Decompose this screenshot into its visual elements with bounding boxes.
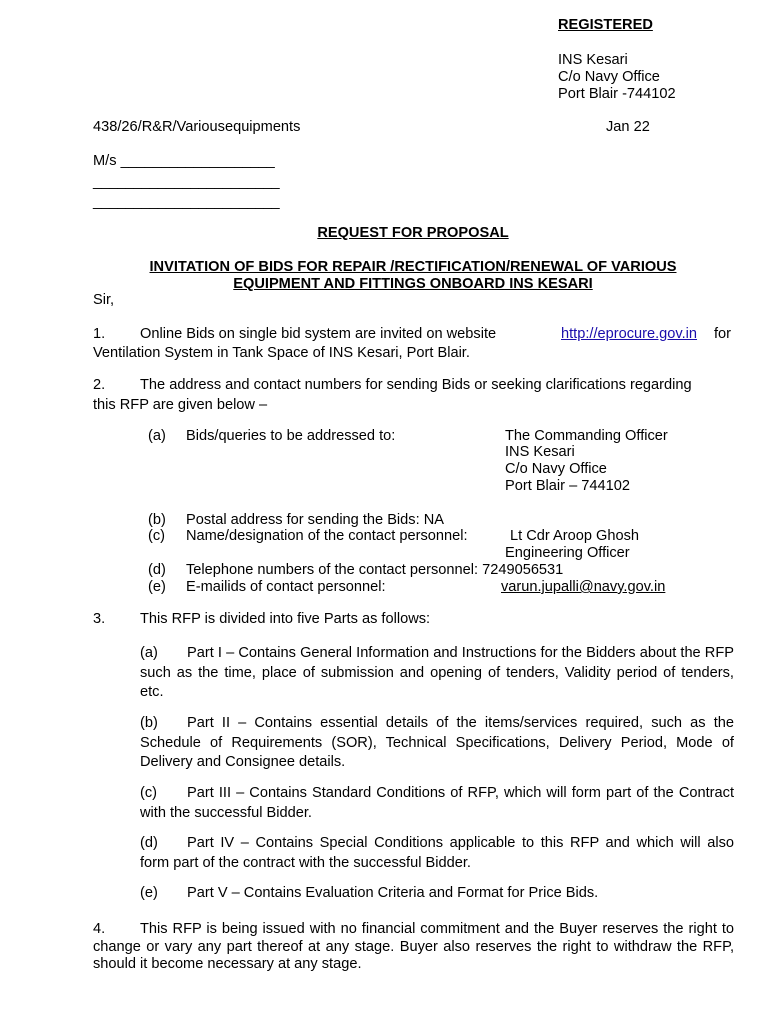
recipient-address-line-4: Port Blair – 744102 xyxy=(505,478,630,494)
para3-item-e-label: (e) xyxy=(140,885,158,901)
para3-item-e-text: Part V – Contains Evaluation Criteria and Format for Price Bids. xyxy=(187,885,599,901)
reference-number: 438/26/R&R/Variousequipments xyxy=(93,119,301,135)
registered-label: REGISTERED xyxy=(558,17,653,33)
para3-item-a-label: (a) xyxy=(140,645,158,661)
addressee-ms-line: M/s ___________________ xyxy=(93,153,275,169)
para2-c-label: (c) xyxy=(148,528,166,544)
para1-line-2: Ventilation System in Tank Space of INS Kesari, Port Blair. xyxy=(93,345,470,361)
contact-email-link[interactable]: varun.jupalli@navy.gov.in xyxy=(501,579,666,595)
letter-date: Jan 22 xyxy=(606,119,650,135)
recipient-address-line-3: C/o Navy Office xyxy=(505,461,607,477)
addressee-blank-line-1: _______________________ xyxy=(93,174,280,190)
document-subtitle-line-2: EQUIPMENT AND FITTINGS ONBOARD INS KESARI xyxy=(233,276,593,292)
para1-text: Online Bids on single bid system are invited on website xyxy=(140,326,497,342)
para4-text: This RFP is being issued with no financial commitment and the Buyer reserves the right to change or vary any part thereof at any stage. Buyer also reserves the right to withdraw the RFP, should it become necessary at any stage. xyxy=(93,921,734,972)
addressee-blank-line-2: _______________________ xyxy=(93,194,280,210)
para3-item-b-text: Part II – Contains essential details of the items/services required, such as the Schedule of Requirements (SOR), Technical Specifications, Delivery Period, Mode of Delivery and Consignee details. xyxy=(140,715,734,770)
sender-address-line-3: Port Blair -744102 xyxy=(558,86,676,102)
sender-address-line-2: C/o Navy Office xyxy=(558,69,660,85)
para3-intro: This RFP is divided into five Parts as follows: xyxy=(140,611,431,627)
eprocure-link[interactable]: http://eprocure.gov.in xyxy=(561,326,698,342)
para2-e-label: (e) xyxy=(148,579,166,595)
para3-item-c xyxy=(140,784,734,823)
para3-number: 3. xyxy=(93,611,106,627)
contact-name: Lt Cdr Aroop Ghosh xyxy=(510,528,639,544)
para2-line-1: The address and contact numbers for sending Bids or seeking clarifications regarding xyxy=(140,377,692,393)
para3-item-b xyxy=(140,714,734,773)
para3-item-a-text: Part I – Contains General Information and Instructions for the Bidders about the RFP such as the time, place of submission and opening of tenders, Validity period of tenders, etc. xyxy=(140,645,734,700)
document-title: REQUEST FOR PROPOSAL xyxy=(317,225,509,241)
para1-number: 1. xyxy=(93,326,106,342)
para3-item-b-label: (b) xyxy=(140,715,158,731)
para2-c-text: Name/designation of the contact personnel: xyxy=(186,528,468,544)
recipient-address-line-2: INS Kesari xyxy=(505,444,575,460)
para3-item-c-text: Part III – Contains Standard Conditions of RFP, which will form part of the Contract with the successful Bidder. xyxy=(140,785,734,821)
para2-b-text: Postal address for sending the Bids: NA xyxy=(186,512,444,528)
para2-a-text: Bids/queries to be addressed to: xyxy=(186,428,396,444)
para4 xyxy=(93,921,734,974)
para2-line-2: this RFP are given below – xyxy=(93,397,268,413)
contact-designation: Engineering Officer xyxy=(505,545,630,561)
para2-number: 2. xyxy=(93,377,106,393)
recipient-address-line-1: The Commanding Officer xyxy=(505,428,668,444)
para3-item-e xyxy=(140,885,734,901)
salutation: Sir, xyxy=(93,292,115,308)
para2-d-label: (d) xyxy=(148,562,166,578)
para4-number: 4. xyxy=(93,921,106,937)
para1-text-after-link: for xyxy=(714,326,732,342)
para2-d-text: Telephone numbers of the contact personnel: 7249056531 xyxy=(186,562,564,578)
sender-address-line-1: INS Kesari xyxy=(558,52,628,68)
para3-item-a xyxy=(140,644,734,703)
para3-item-c-label: (c) xyxy=(140,785,158,801)
para2-a-label: (a) xyxy=(148,428,166,444)
para2-e-text: E-mailids of contact personnel: xyxy=(186,579,386,595)
document-subtitle-line-1: INVITATION OF BIDS FOR REPAIR /RECTIFICATION/RENEWAL OF VARIOUS xyxy=(149,259,677,275)
para3-item-d xyxy=(140,834,734,873)
para2-b-label: (b) xyxy=(148,512,166,528)
para3-item-d-text: Part IV – Contains Special Conditions applicable to this RFP and which will also form part of the contract with the successful Bidder. xyxy=(140,835,734,871)
para3-item-d-label: (d) xyxy=(140,835,158,851)
